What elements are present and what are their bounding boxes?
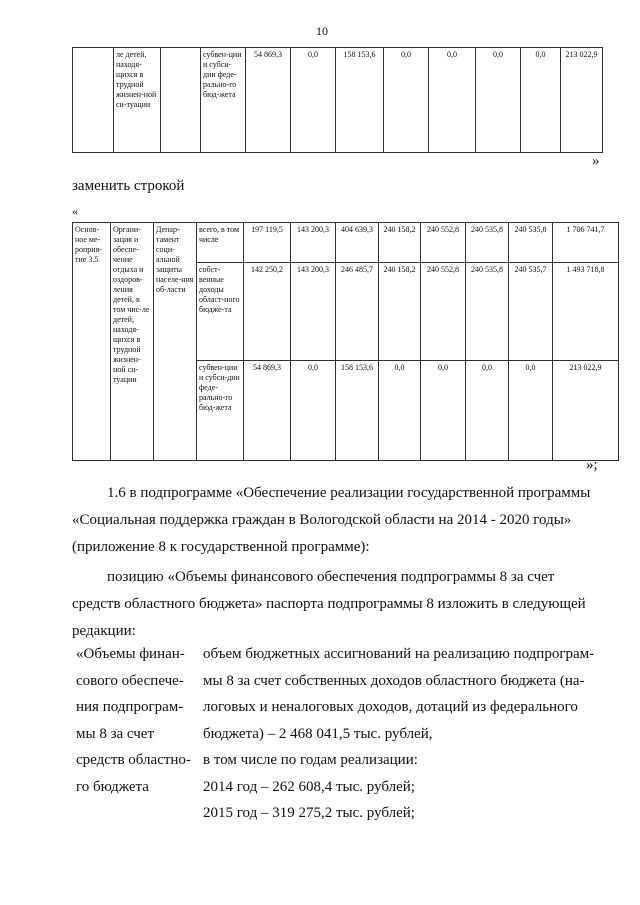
cell-value: 0,0: [466, 361, 509, 461]
cell-value: 240 158,2: [379, 223, 421, 263]
passport-value-line: 2014 год – 262 608,4 тыс. рублей;: [203, 778, 415, 795]
cell-value: 240 552,8: [421, 223, 466, 263]
cell-value: 0,0: [476, 48, 521, 153]
cell-value: [73, 48, 114, 153]
passport-label-line: «Объемы финан-: [76, 646, 185, 662]
cell-value: 1 493 718,8: [553, 263, 619, 361]
cell-value: 0,0: [521, 48, 561, 153]
paragraph-line: «Социальная поддержка граждан в Вологодской области на 2014 - 2020 годы»: [72, 512, 572, 528]
cell-value: 0,0: [291, 361, 336, 461]
passport-label-line: ния подпрограм-: [76, 699, 184, 715]
cell-value: субвен-ции и субси-дии феде-рально-го бюд-жета: [201, 48, 246, 153]
passport-value-line: мы 8 за счет собственных доходов областного бюджета (на-: [203, 672, 585, 689]
cell-value: 213 022,9: [553, 361, 619, 461]
passport-value-line: объем бюджетных ассигнований на реализацию подпрограм-: [203, 646, 595, 662]
cell-value: 0,0: [291, 48, 336, 153]
cell-value: 0,0: [421, 361, 466, 461]
cell-value: 240 535,7: [509, 263, 553, 361]
cell-value: 54 869,3: [244, 361, 291, 461]
cell-value: 240 552,8: [421, 263, 466, 361]
cell-value: 54 869,3: [246, 48, 291, 153]
cell-value: 0,0: [379, 361, 421, 461]
cell-value: 143 200,3: [291, 263, 336, 361]
paragraph-line: 1.6 в подпрограмме «Обеспечение реализации государственной программы: [107, 485, 591, 501]
cell-value: [161, 48, 201, 153]
activity-number: Основ-ное ме-роприя-тие 3.5: [73, 223, 111, 461]
paragraph-line: (приложение 8 к государственной программе):: [72, 539, 370, 555]
funding-source: всего, в том числе: [197, 223, 244, 263]
paragraph-line: позицию «Объемы финансового обеспечения подпрограммы 8 за счет: [107, 569, 555, 585]
paragraph-line: средств областного бюджета» паспорта подпрограммы 8 изложить в следующей: [72, 596, 586, 612]
cell-value: 240 158,2: [379, 263, 421, 361]
paragraph-line: редакции:: [72, 623, 136, 639]
table-row: [73, 223, 619, 263]
cell-value: 0,0: [384, 48, 429, 153]
passport-label-line: мы 8 за счет: [76, 725, 155, 742]
cell-value: 0,0: [429, 48, 476, 153]
activity-name: Органи-зация и обеспе-чение отдыха и оздоров-ления детей, в том чис-ле детей, находя-щихся в трудной жизнен-ной си-туации: [111, 223, 154, 461]
passport-label-line: средств областно-: [76, 752, 191, 768]
passport-value-line: логовых и неналоговых доходов, дотаций из федерального: [203, 699, 578, 715]
new-row-table: [72, 222, 619, 461]
passport-label-line: сового обеспече-: [76, 672, 184, 689]
funding-source: собст-венные доходы област-ного бюдже-та: [197, 263, 244, 361]
cell-value: 158 153,6: [336, 361, 379, 461]
cell-value: ле детей, находя-щихся в трудной жизнен-ной си-туации: [114, 48, 161, 153]
cell-value: 404 639,3: [336, 223, 379, 263]
cell-value: 143 200,3: [291, 223, 336, 263]
replace-instruction: заменить строкой: [72, 178, 185, 194]
cell-value: 142 250,2: [244, 263, 291, 361]
cell-value: 197 119,5: [244, 223, 291, 263]
funding-source: субвен-ции и субси-дии феде-рально-го бюд-жета: [197, 361, 244, 461]
passport-value-line: в том числе по годам реализации:: [203, 752, 418, 768]
passport-value-line: 2015 год – 319 275,2 тыс. рублей;: [203, 805, 415, 821]
cell-value: 0,0: [509, 361, 553, 461]
old-row-table: [72, 47, 603, 153]
cell-value: 240 535,8: [466, 263, 509, 361]
cell-value: 240 535,8: [466, 223, 509, 263]
cell-value: 158 153,6: [336, 48, 384, 153]
passport-label-line: го бюджета: [76, 778, 149, 795]
cell-value: 240 535,8: [509, 223, 553, 263]
open-quote: «: [72, 204, 78, 218]
cell-value: 246 485,7: [336, 263, 379, 361]
table-row: [73, 48, 603, 153]
cell-value: 213 022,9: [561, 48, 603, 153]
page-number: 10: [316, 24, 328, 38]
cell-value: 1 706 741,7: [553, 223, 619, 263]
close-quote: »: [592, 153, 600, 169]
passport-value-line: бюджета) – 2 468 041,5 тыс. рублей,: [203, 725, 433, 742]
responsible-department: Депар-тамент соци-альной защиты населе-ния об-ласти: [154, 223, 197, 461]
close-quote-semicolon: »;: [586, 457, 598, 473]
